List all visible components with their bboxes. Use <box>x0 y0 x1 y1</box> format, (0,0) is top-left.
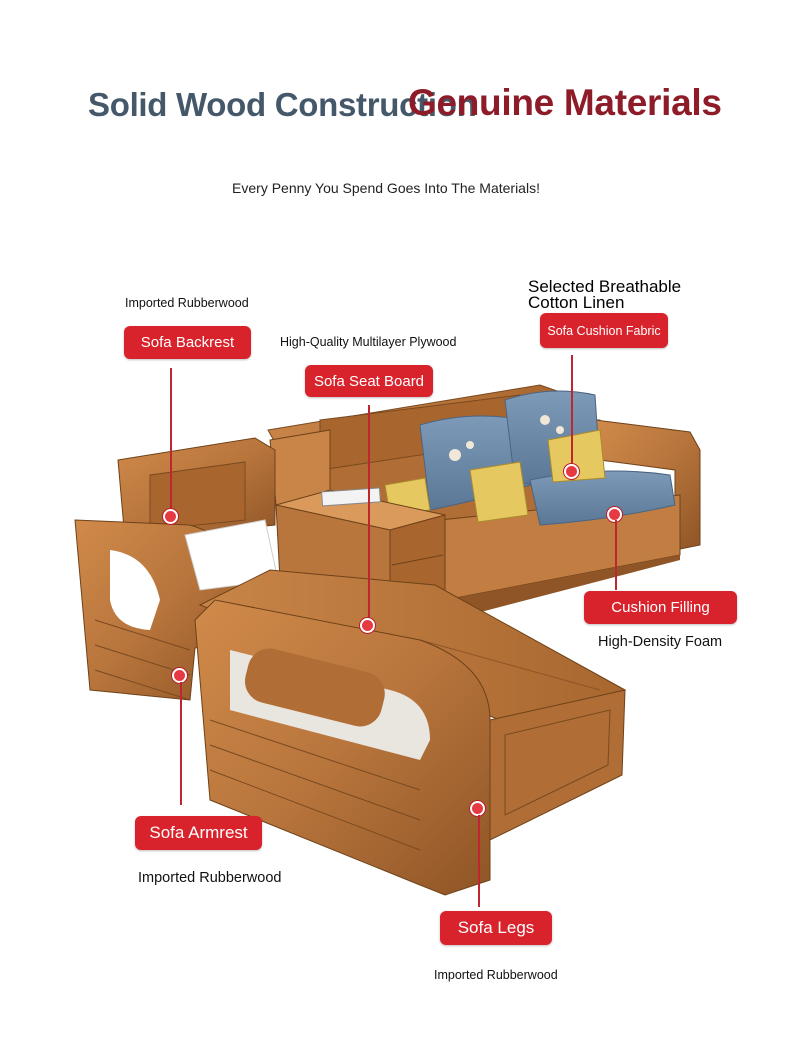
legs-marker <box>470 801 485 816</box>
armrest-marker <box>172 668 187 683</box>
subtitle: Every Penny You Spend Goes Into The Materials! <box>232 180 540 196</box>
armrest-note: Imported Rubberwood <box>138 870 282 886</box>
seat-board-note: High-Quality Multilayer Plywood <box>280 335 457 349</box>
legs-leader-line <box>478 815 480 907</box>
backrest-note: Imported Rubberwood <box>125 296 249 310</box>
armrest-leader-line <box>180 682 182 805</box>
title-solid-wood: Solid Wood Construction <box>88 86 477 123</box>
cushion-fabric-label: Sofa Cushion Fabric <box>540 313 668 348</box>
seat-board-leader-line <box>368 405 370 623</box>
seat-board-label: Sofa Seat Board <box>305 365 433 397</box>
cushion-fabric-marker <box>564 464 579 479</box>
cushion-filling-leader-line <box>615 520 617 590</box>
backrest-label: Sofa Backrest <box>124 326 251 359</box>
cushion-fabric-leader-line <box>571 355 573 467</box>
title-genuine-materials: Genuine Materials <box>408 82 722 123</box>
cushion-fabric-note-line2: Cotton Linen <box>528 293 625 312</box>
backrest-marker <box>163 509 178 524</box>
seat-board-marker <box>360 618 375 633</box>
armrest-label: Sofa Armrest <box>135 816 262 850</box>
cushion-fabric-note-line1: Selected Breathable <box>528 277 682 296</box>
legs-note: Imported Rubberwood <box>434 968 558 982</box>
cushion-fabric-note <box>528 279 681 311</box>
legs-label: Sofa Legs <box>440 911 552 945</box>
backrest-leader-line <box>170 368 172 516</box>
cushion-filling-label: Cushion Filling <box>584 591 737 624</box>
cushion-filling-note: High-Density Foam <box>598 634 723 650</box>
